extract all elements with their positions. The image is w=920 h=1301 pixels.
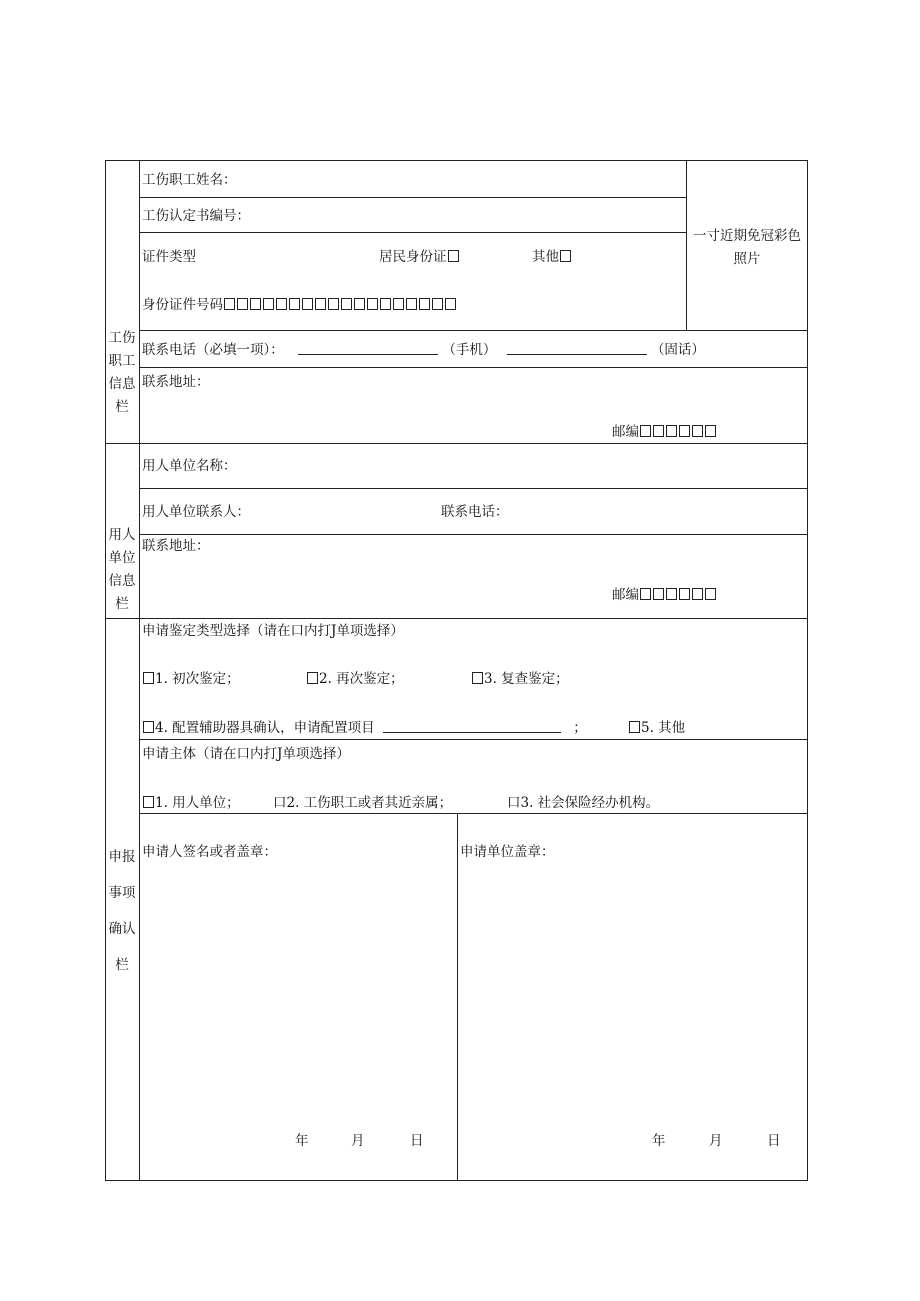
digit-box[interactable] [289, 298, 300, 310]
postcode-boxes[interactable] [639, 424, 717, 440]
appraisal-option-2[interactable] [306, 671, 404, 687]
digit-box[interactable] [653, 588, 664, 600]
appraisal-type-label: 申请鉴定类型选择（请在口内打J单项选择） [142, 623, 404, 639]
label-line: 确认 [108, 921, 136, 937]
declaration-section-label [105, 839, 139, 983]
checkbox[interactable] [143, 721, 154, 733]
postcode-boxes[interactable] [639, 587, 717, 603]
digit-box[interactable] [393, 298, 404, 310]
phone-row [142, 342, 705, 358]
digit-box[interactable] [432, 298, 443, 310]
digit-box[interactable] [445, 298, 456, 310]
worker-section-label [105, 327, 139, 419]
cert-number-label: 工伤认定书编号： [142, 208, 250, 224]
id-number-field[interactable] [142, 297, 457, 313]
option-text-end: ； [573, 720, 587, 736]
digit-box[interactable] [354, 298, 365, 310]
photo-placeholder[interactable]: 一寸近期免冠彩色照片 [693, 228, 801, 267]
appraisal-option-5[interactable] [628, 720, 685, 736]
digit-box[interactable] [679, 425, 690, 437]
rule-employer-contact [139, 534, 808, 535]
digit-box[interactable] [263, 298, 274, 310]
digit-box[interactable] [250, 298, 261, 310]
label-line: 申报 [108, 849, 136, 865]
digit-box[interactable] [705, 425, 716, 437]
digit-box[interactable] [341, 298, 352, 310]
digit-box[interactable] [666, 425, 677, 437]
digit-box[interactable] [640, 425, 651, 437]
employer-address-label: 联系地址： [142, 538, 210, 554]
worker-name-label: 工伤职工姓名： [142, 172, 237, 188]
unit-date-year: 年 [652, 1133, 666, 1149]
digit-box[interactable] [276, 298, 287, 310]
device-item-blank[interactable] [383, 720, 561, 733]
digit-box[interactable] [367, 298, 378, 310]
option-text: 3. 复查鉴定； [484, 671, 569, 687]
digit-box[interactable] [692, 588, 703, 600]
checkbox[interactable] [307, 672, 318, 684]
border-top [105, 160, 808, 161]
mobile-blank[interactable] [298, 342, 438, 355]
option-text: 居民身份证 [379, 249, 447, 265]
digit-box[interactable] [679, 588, 690, 600]
postcode-label: 邮编 [612, 424, 639, 440]
rule-appraisal-type [139, 739, 808, 740]
appraisal-option-3[interactable] [471, 671, 569, 687]
digit-box[interactable] [237, 298, 248, 310]
option-text: 其他 [532, 249, 559, 265]
label-line: 栏 [115, 596, 129, 612]
appraisal-application-form [105, 160, 808, 1181]
digit-box[interactable] [302, 298, 313, 310]
signature-divider [457, 813, 458, 1181]
option-text: 1. 用人单位； [155, 795, 240, 811]
applicant-signature-label: 申请人签名或者盖章： [142, 844, 277, 860]
digit-box[interactable] [315, 298, 326, 310]
rule-name [139, 197, 687, 198]
digit-box[interactable] [705, 588, 716, 600]
checkbox[interactable] [629, 721, 640, 733]
unit-date-month: 月 [709, 1133, 723, 1149]
label-line: 用人 [108, 527, 136, 543]
mobile-label: （手机） [442, 342, 497, 358]
worker-address-label: 联系地址： [142, 374, 210, 390]
employer-contact-label: 用人单位联系人： [142, 504, 250, 520]
rule-worker-end [105, 443, 808, 444]
option-text: 4. 配置辅助器具确认，申请配置项目 [155, 720, 375, 736]
digit-box[interactable] [406, 298, 417, 310]
option-text: 2. 再次鉴定； [319, 671, 404, 687]
digit-box[interactable] [692, 425, 703, 437]
id-type-option-other[interactable] [532, 249, 572, 265]
digit-box[interactable] [328, 298, 339, 310]
label-line: 工伤 [108, 330, 136, 346]
rule-id [139, 330, 808, 331]
option-text: 5. 其他 [641, 720, 686, 736]
digit-box[interactable] [666, 588, 677, 600]
id-number-label: 身份证件号码 [142, 297, 223, 313]
checkbox[interactable] [143, 672, 154, 684]
digit-box[interactable] [380, 298, 391, 310]
digit-box[interactable] [224, 298, 235, 310]
applicant-date-year: 年 [295, 1133, 309, 1149]
appraisal-option-1[interactable] [142, 671, 240, 687]
applicant-option-1[interactable] [142, 795, 240, 811]
id-type-label: 证件类型 [142, 249, 196, 265]
applicant-option-2[interactable]: 口2. 工伤职工或者其近亲属； [273, 795, 453, 811]
id-type-option-resident[interactable] [379, 249, 460, 265]
employer-phone-label: 联系电话： [441, 504, 509, 520]
label-line: 栏 [115, 399, 129, 415]
unit-seal-label: 申请单位盖章： [460, 844, 555, 860]
border-right [807, 160, 808, 1181]
rule-cert [139, 232, 687, 233]
landline-blank[interactable] [507, 342, 647, 355]
digit-box[interactable] [419, 298, 430, 310]
digit-box[interactable] [653, 425, 664, 437]
rule-phone [139, 367, 808, 368]
checkbox[interactable] [448, 250, 459, 262]
label-line: 职工 [108, 353, 136, 369]
applicant-type-label: 申请主体（请在口内打J单项选择） [142, 746, 350, 762]
employer-name-label: 用人单位名称： [142, 458, 237, 474]
border-left [105, 160, 106, 1181]
label-line: 单位 [108, 550, 136, 566]
appraisal-option-4[interactable] [142, 720, 587, 736]
label-line: 信息 [108, 573, 136, 589]
rule-employer-end [105, 618, 808, 619]
unit-date-day: 日 [767, 1133, 781, 1149]
worker-postcode-field[interactable] [612, 424, 717, 440]
rule-applicant-type [139, 813, 808, 814]
applicant-option-3[interactable]: 口3. 社会保险经办机构。 [507, 795, 660, 811]
applicant-date-day: 日 [410, 1133, 424, 1149]
id-number-boxes[interactable] [223, 297, 457, 313]
phone-label: 联系电话（必填一项）： [142, 342, 284, 358]
digit-box[interactable] [640, 588, 651, 600]
employer-section-label [105, 524, 139, 616]
label-column-divider [139, 160, 140, 1181]
postcode-label: 邮编 [612, 587, 639, 603]
employer-postcode-field[interactable] [612, 587, 717, 603]
checkbox[interactable] [143, 796, 154, 808]
label-line: 事项 [108, 885, 136, 901]
checkbox[interactable] [472, 672, 483, 684]
label-line: 信息 [108, 376, 136, 392]
label-line: 栏 [115, 957, 129, 973]
option-text: 1. 初次鉴定； [155, 671, 240, 687]
rule-employer-name [139, 488, 808, 489]
landline-label: （固话） [650, 342, 705, 358]
checkbox[interactable] [560, 250, 571, 262]
applicant-date-month: 月 [351, 1133, 365, 1149]
